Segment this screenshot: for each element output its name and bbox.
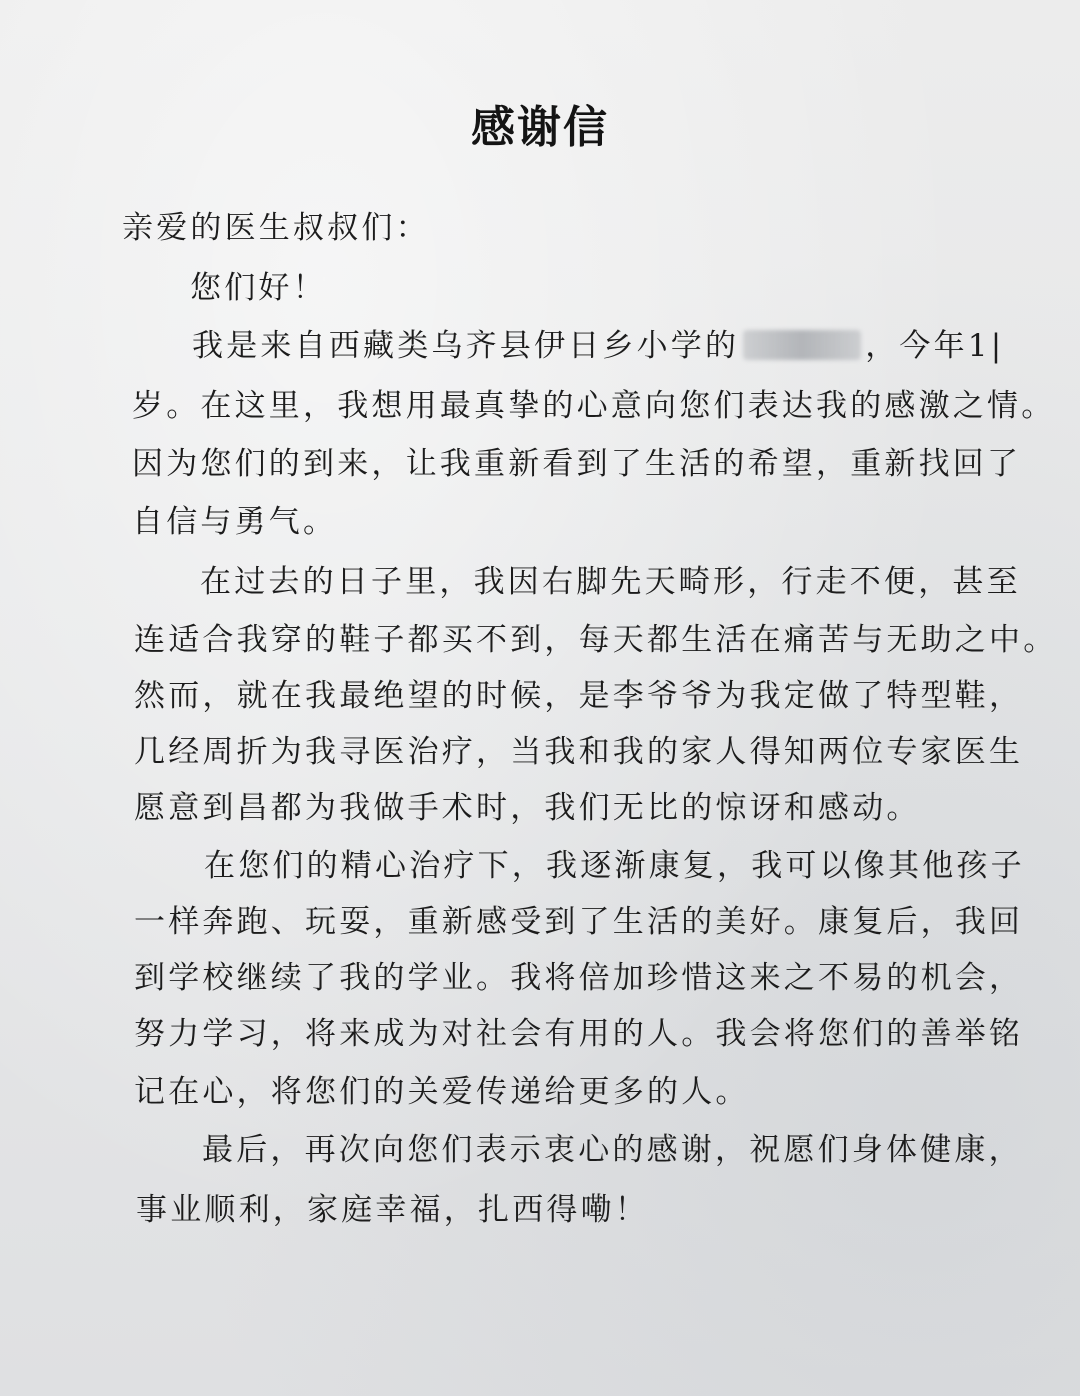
paragraph-line: 到学校继续了我的学业。我将倍加珍惜这来之不易的机会， <box>134 960 1024 996</box>
salutation: 亲爱的医生叔叔们： <box>122 210 430 246</box>
paragraph-line: 在过去的日子里，我因右脚先天畸形，行走不便，甚至 <box>200 564 1021 600</box>
paragraph-line <box>192 326 1004 366</box>
paragraph-line: 一样奔跑、玩耍，重新感受到了生活的美好。康复后，我回 <box>134 904 1024 940</box>
intro-text-end: ，今年1| <box>865 328 1005 364</box>
paragraph-line: 最后，再次向您们表示衷心的感谢，祝愿们身体健康， <box>202 1132 1023 1168</box>
greeting: 您们好！ <box>190 270 327 306</box>
paragraph-line: 努力学习，将来成为对社会有用的人。我会将您们的善举铭 <box>134 1016 1024 1052</box>
paragraph-line: 愿意到昌都为我做手术时，我们无比的惊讶和感动。 <box>134 790 921 826</box>
paragraph-line: 几经周折为我寻医治疗，当我和我的家人得知两位专家医生 <box>134 734 1024 770</box>
paragraph-line: 然而，就在我最绝望的时候，是李爷爷为我定做了特型鞋， <box>134 678 1024 714</box>
paragraph-line: 自信与勇气。 <box>132 504 338 540</box>
paragraph-line: 在您们的精心治疗下，我逐渐康复，我可以像其他孩子 <box>204 848 1025 884</box>
letter-title: 感谢信 <box>471 102 609 153</box>
paragraph-line: 岁。在这里，我想用最真挚的心意向您们表达我的感激之情。 <box>132 388 1056 424</box>
paragraph-line: 因为您们的到来，让我重新看到了生活的希望，重新找回了 <box>132 446 1022 482</box>
redacted-name <box>743 330 861 360</box>
paragraph-line: 连适合我穿的鞋子都买不到，每天都生活在痛苦与无助之中。 <box>134 622 1058 658</box>
paragraph-line: 事业顺利，家庭幸福，扎西得嘞！ <box>136 1192 649 1228</box>
intro-text: 我是来自西藏类乌齐县伊日乡小学的 <box>192 328 740 364</box>
paragraph-line: 记在心，将您们的关爱传递给更多的人。 <box>134 1074 750 1110</box>
